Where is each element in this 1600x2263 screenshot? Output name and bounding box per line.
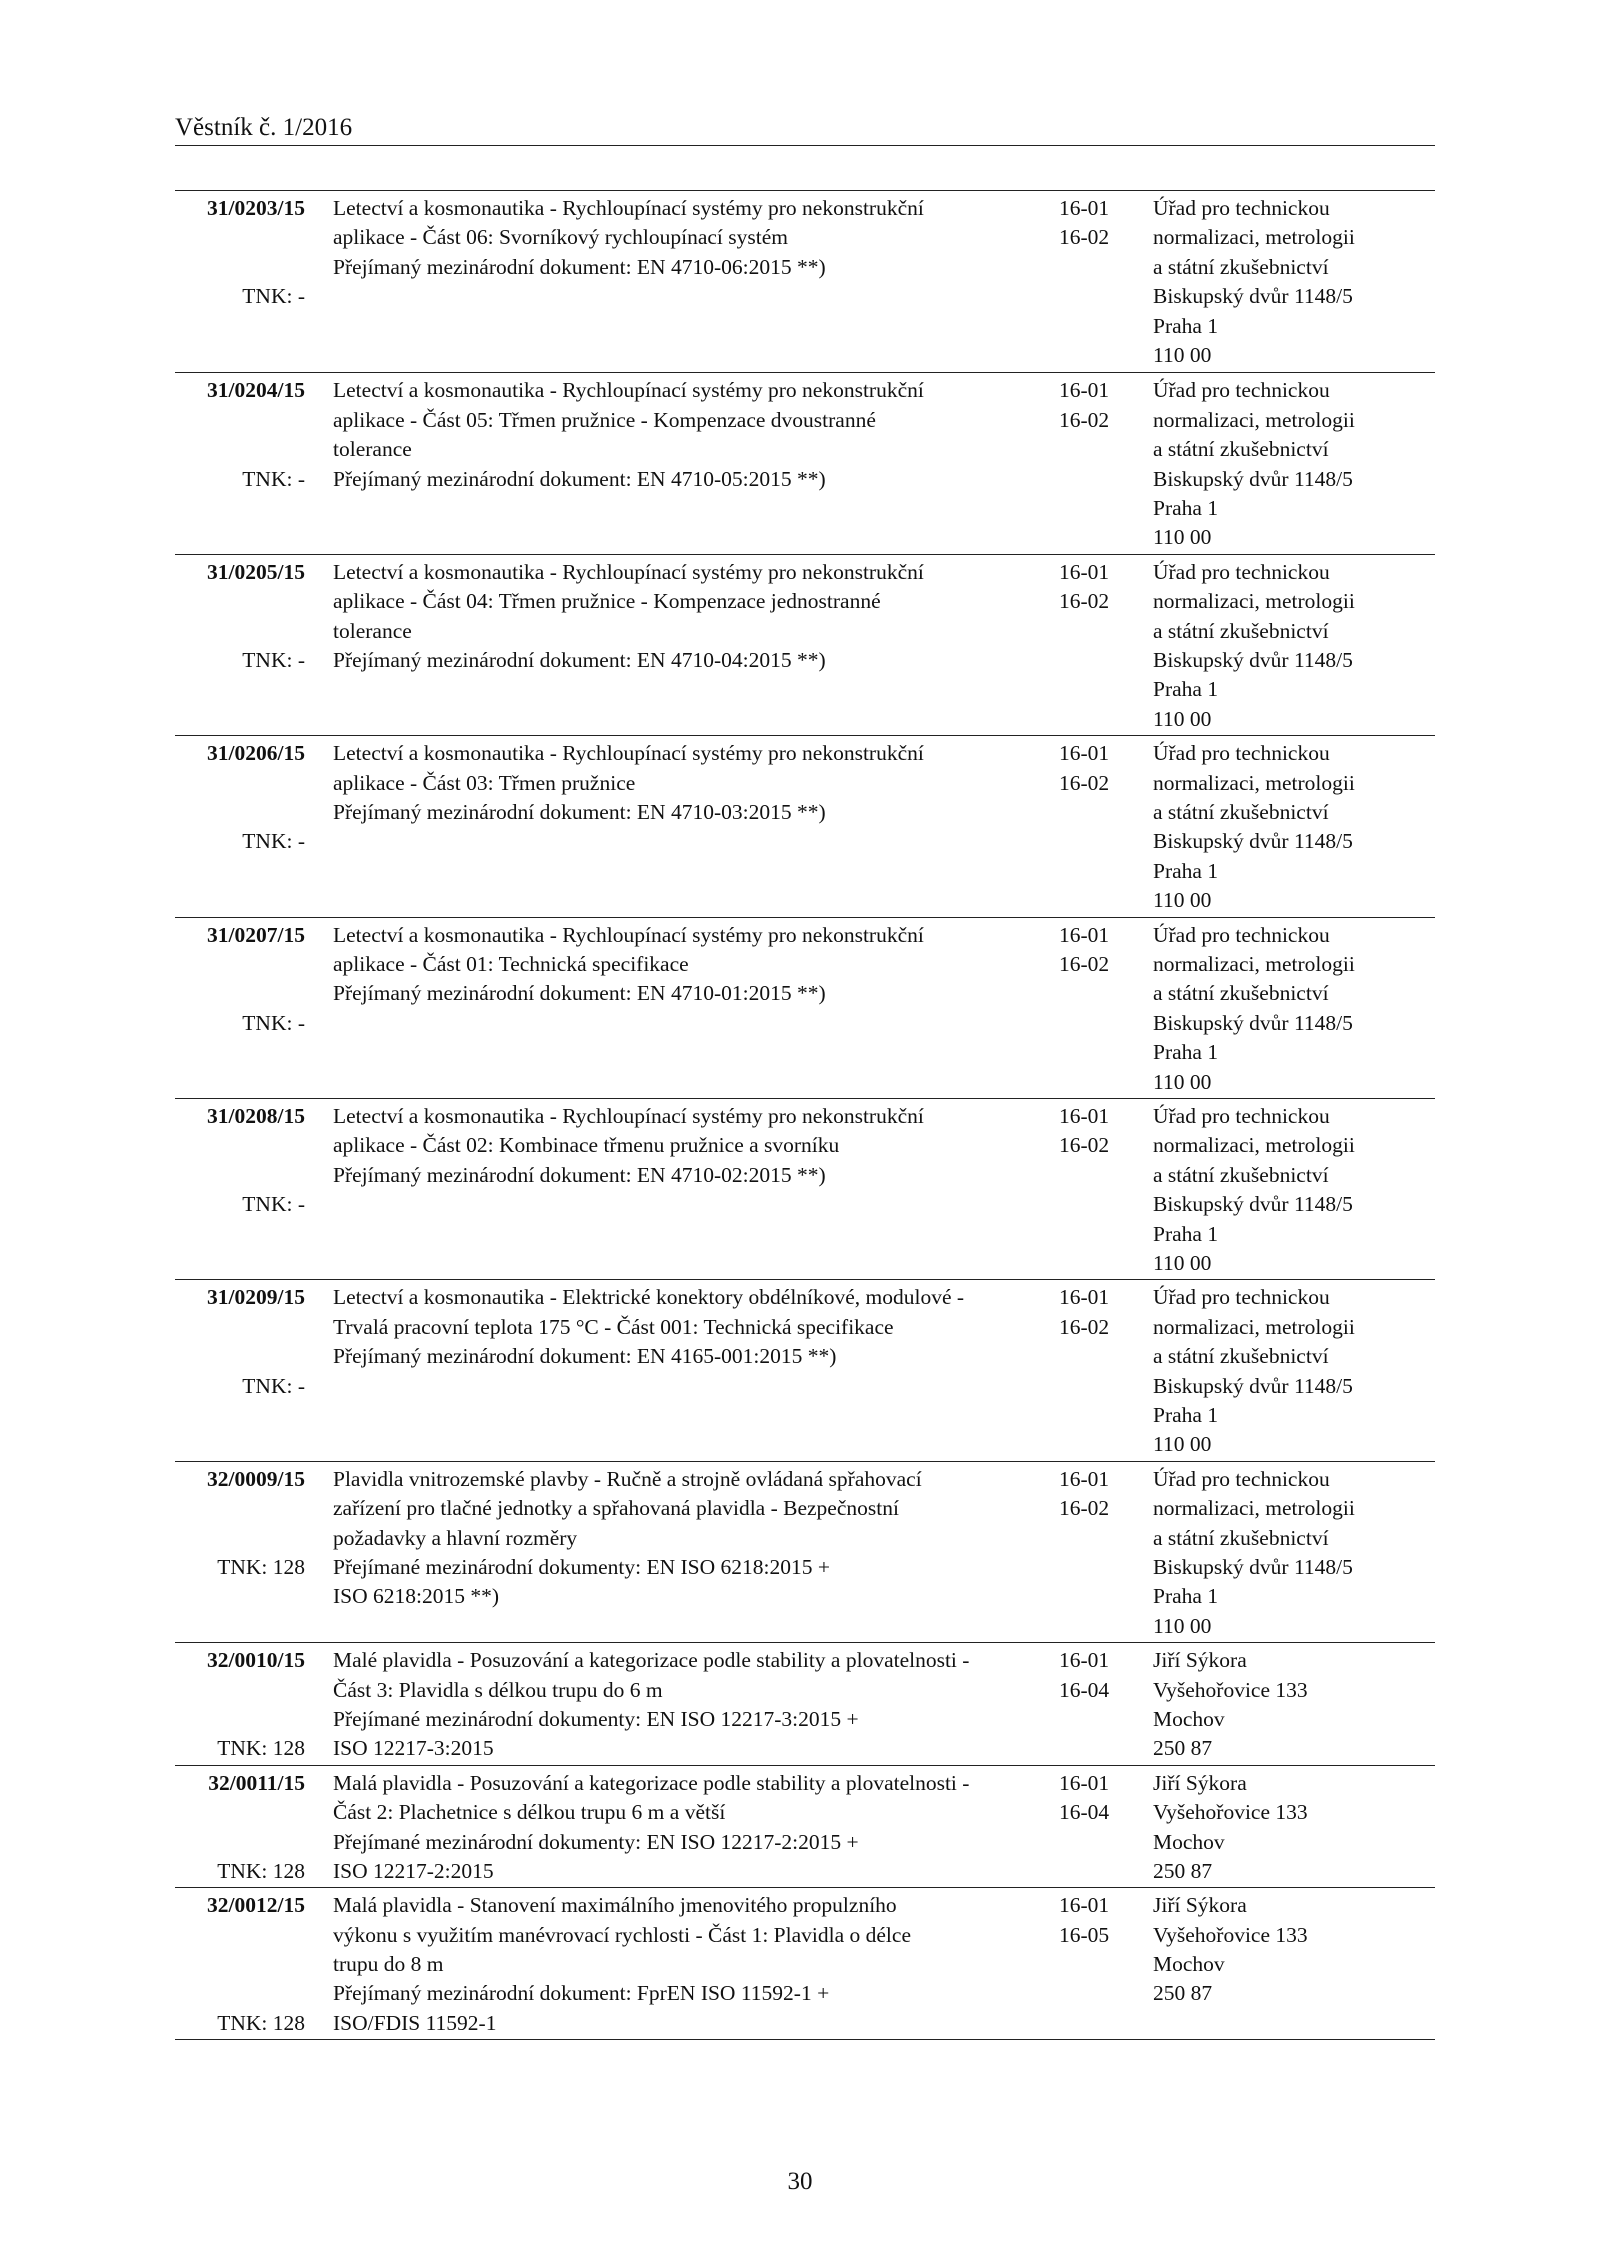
- entry-description: [333, 1102, 1033, 1190]
- description-line: aplikace - Část 01: Technická specifikace: [333, 951, 689, 976]
- description-line: Přejímaný mezinárodní dokument: EN 4710-04:2015 **): [333, 647, 826, 672]
- table-row: [175, 917, 1435, 1098]
- address-line: Mochov: [1153, 1952, 1225, 1977]
- description-line: Část 3: Plavidla s délkou trupu do 6 m: [333, 1677, 663, 1702]
- tnk-label: TNK: -: [242, 1192, 305, 1217]
- address-line: a státní zkušebnictví: [1153, 981, 1329, 1006]
- address-line: normalizaci, metrologii: [1153, 1496, 1355, 1521]
- address-line: 110 00: [1153, 1613, 1212, 1638]
- description-line: Přejímané mezinárodní dokumenty: EN ISO 12217-3:2015 +: [333, 1706, 859, 1731]
- description-line: Přejímaný mezinárodní dokument: FprEN ISO 11592-1 +: [333, 1981, 830, 2006]
- entry-description: [333, 558, 1033, 676]
- description-line: Letectví a kosmonautika - Rychloupínací systémy pro nekonstrukční: [333, 741, 924, 766]
- address-line: Mochov: [1153, 1706, 1225, 1731]
- description-line: Letectví a kosmonautika - Rychloupínací systémy pro nekonstrukční: [333, 196, 924, 220]
- code-value: 16-02: [1059, 589, 1110, 614]
- address-line: Praha 1: [1153, 1040, 1219, 1065]
- page-number: 30: [787, 2168, 813, 2195]
- description-line: Přejímaný mezinárodní dokument: EN 4710-05:2015 **): [333, 466, 826, 491]
- description-line: Malá plavidla - Stanovení maximálního jmenovitého propulzního: [333, 1893, 897, 1918]
- table-row: [175, 1642, 1435, 1765]
- description-line: aplikace - Část 02: Kombinace třmenu pružnice a svorníku: [333, 1133, 840, 1158]
- code-value: 16-02: [1059, 225, 1110, 250]
- address-line: Praha 1: [1153, 677, 1219, 702]
- description-line: ISO 12217-2:2015: [333, 1858, 494, 1883]
- table-row: [175, 1098, 1435, 1279]
- table-row: [175, 1887, 1435, 2039]
- entry-codes: [1059, 376, 1149, 435]
- entry-address: [1153, 1102, 1433, 1278]
- entry-codes: [1059, 1102, 1149, 1161]
- address-line: 110 00: [1153, 525, 1212, 550]
- entry-description: [333, 1769, 1033, 1887]
- address-line: Úřad pro technickou: [1153, 196, 1330, 220]
- description-line: tolerance: [333, 437, 412, 462]
- address-line: Praha 1: [1153, 313, 1219, 338]
- entry-address: [1153, 558, 1433, 734]
- address-line: Vyšehořovice 133: [1153, 1800, 1308, 1825]
- entry-number: 31/0205/15: [207, 559, 305, 584]
- entry-number: 31/0204/15: [207, 378, 305, 403]
- entry-codes: [1059, 1646, 1149, 1705]
- tnk-label: TNK: -: [242, 647, 305, 672]
- entry-number: 32/0009/15: [207, 1466, 305, 1491]
- address-line: Úřad pro technickou: [1153, 922, 1330, 947]
- entry-description: [333, 1283, 1033, 1371]
- description-line: Přejímané mezinárodní dokumenty: EN ISO 6218:2015 +: [333, 1554, 830, 1579]
- tnk-label: TNK: 128: [217, 1554, 305, 1579]
- address-line: Praha 1: [1153, 495, 1219, 520]
- entry-codes: [1059, 921, 1149, 980]
- table-row: [175, 735, 1435, 916]
- description-line: Plavidla vnitrozemské plavby - Ručně a strojně ovládaná spřahovací: [333, 1466, 922, 1491]
- tnk-label: TNK: -: [242, 466, 305, 491]
- address-line: normalizaci, metrologii: [1153, 1133, 1355, 1158]
- address-line: normalizaci, metrologii: [1153, 951, 1355, 976]
- code-value: 16-02: [1059, 770, 1110, 795]
- table-row: [175, 1765, 1435, 1888]
- description-line: požadavky a hlavní rozměry: [333, 1525, 578, 1550]
- entry-address: [1153, 1283, 1433, 1459]
- entry-number: 31/0206/15: [207, 741, 305, 766]
- code-value: 16-01: [1059, 1285, 1110, 1310]
- address-line: 110 00: [1153, 1069, 1212, 1094]
- address-line: a státní zkušebnictví: [1153, 799, 1329, 824]
- code-value: 16-04: [1059, 1677, 1110, 1702]
- table-row: [175, 554, 1435, 735]
- address-line: Úřad pro technickou: [1153, 741, 1330, 766]
- address-line: Biskupský dvůr 1148/5: [1153, 466, 1353, 491]
- address-line: Úřad pro technickou: [1153, 1466, 1330, 1491]
- entry-description: [333, 1465, 1033, 1612]
- description-line: Letectví a kosmonautika - Rychloupínací systémy pro nekonstrukční: [333, 378, 924, 403]
- code-value: 16-02: [1059, 1314, 1110, 1339]
- entry-description: [333, 1891, 1033, 2038]
- address-line: Úřad pro technickou: [1153, 559, 1330, 584]
- entry-number: 31/0207/15: [207, 922, 305, 947]
- tnk-label: TNK: -: [242, 1010, 305, 1035]
- code-value: 16-02: [1059, 951, 1110, 976]
- description-line: ISO 6218:2015 **): [333, 1584, 500, 1609]
- code-value: 16-04: [1059, 1800, 1110, 1825]
- code-value: 16-01: [1059, 196, 1110, 220]
- address-line: Biskupský dvůr 1148/5: [1153, 829, 1353, 854]
- address-line: Biskupský dvůr 1148/5: [1153, 1192, 1353, 1217]
- table-row: [175, 1461, 1435, 1642]
- entry-description: [333, 376, 1033, 494]
- address-line: a státní zkušebnictví: [1153, 618, 1329, 643]
- code-value: 16-01: [1059, 1103, 1110, 1128]
- table-row: [175, 1279, 1435, 1460]
- entry-description: [333, 194, 1033, 282]
- address-line: 110 00: [1153, 888, 1212, 913]
- code-value: 16-01: [1059, 1893, 1110, 1918]
- code-value: 16-05: [1059, 1922, 1110, 1947]
- description-line: Přejímaný mezinárodní dokument: EN 4710-03:2015 **): [333, 799, 826, 824]
- address-line: 250 87: [1153, 1981, 1213, 2006]
- description-line: Přejímané mezinárodní dokumenty: EN ISO 12217-2:2015 +: [333, 1829, 859, 1854]
- code-value: 16-01: [1059, 1648, 1110, 1673]
- entry-codes: [1059, 558, 1149, 617]
- entry-description: [333, 739, 1033, 827]
- description-line: tolerance: [333, 618, 412, 643]
- tnk-label: TNK: -: [242, 284, 305, 309]
- address-line: a státní zkušebnictví: [1153, 437, 1329, 462]
- code-value: 16-02: [1059, 407, 1110, 432]
- description-line: Letectví a kosmonautika - Elektrické konektory obdélníkové, modulové -: [333, 1285, 965, 1310]
- description-line: Přejímaný mezinárodní dokument: EN 4710-01:2015 **): [333, 981, 826, 1006]
- entry-description: [333, 921, 1033, 1009]
- address-line: a státní zkušebnictví: [1153, 254, 1329, 279]
- code-value: 16-01: [1059, 1770, 1110, 1795]
- page-header: [175, 108, 1435, 146]
- entry-number: 31/0203/15: [207, 196, 305, 220]
- address-line: normalizaci, metrologii: [1153, 407, 1355, 432]
- entry-description: [333, 1646, 1033, 1764]
- table-row: [175, 372, 1435, 553]
- entry-address: [1153, 1646, 1433, 1764]
- entry-codes: [1059, 1891, 1149, 1950]
- description-line: Letectví a kosmonautika - Rychloupínací systémy pro nekonstrukční: [333, 559, 924, 584]
- entry-number: 32/0012/15: [207, 1893, 305, 1918]
- address-line: Vyšehořovice 133: [1153, 1677, 1308, 1702]
- code-value: 16-01: [1059, 741, 1110, 766]
- address-line: Praha 1: [1153, 858, 1219, 883]
- address-line: 110 00: [1153, 342, 1212, 367]
- description-line: Malá plavidla - Posuzování a kategorizace podle stability a plovatelnosti -: [333, 1770, 970, 1795]
- code-value: 16-01: [1059, 559, 1110, 584]
- description-line: Přejímaný mezinárodní dokument: EN 4710-02:2015 **): [333, 1162, 826, 1187]
- description-line: Přejímaný mezinárodní dokument: EN 4165-001:2015 **): [333, 1344, 837, 1369]
- code-value: 16-01: [1059, 1466, 1110, 1491]
- entry-address: [1153, 376, 1433, 552]
- code-value: 16-02: [1059, 1133, 1110, 1158]
- entry-address: [1153, 1769, 1433, 1887]
- entries-table: [175, 190, 1435, 2040]
- address-line: Jiří Sýkora: [1153, 1893, 1247, 1918]
- description-line: aplikace - Část 04: Třmen pružnice - Kompenzace jednostranné: [333, 589, 881, 614]
- address-line: Praha 1: [1153, 1584, 1219, 1609]
- address-line: normalizaci, metrologii: [1153, 589, 1355, 614]
- entry-codes: [1059, 1769, 1149, 1828]
- entry-codes: [1059, 739, 1149, 798]
- address-line: Biskupský dvůr 1148/5: [1153, 1010, 1353, 1035]
- address-line: Biskupský dvůr 1148/5: [1153, 284, 1353, 309]
- address-line: a státní zkušebnictví: [1153, 1162, 1329, 1187]
- description-line: trupu do 8 m: [333, 1952, 444, 1977]
- address-line: Úřad pro technickou: [1153, 1285, 1330, 1310]
- table-row: [175, 191, 1435, 372]
- description-line: Trvalá pracovní teplota 175 °C - Část 001: Technická specifikace: [333, 1314, 894, 1339]
- tnk-label: TNK: 128: [217, 2010, 305, 2035]
- description-line: aplikace - Část 05: Třmen pružnice - Kompenzace dvoustranné: [333, 407, 876, 432]
- entry-number: 32/0010/15: [207, 1648, 305, 1673]
- entry-address: [1153, 921, 1433, 1097]
- address-line: Praha 1: [1153, 1402, 1219, 1427]
- address-line: 250 87: [1153, 1736, 1213, 1761]
- entry-address: [1153, 1465, 1433, 1641]
- address-line: 110 00: [1153, 706, 1212, 731]
- address-line: Jiří Sýkora: [1153, 1648, 1247, 1673]
- address-line: 110 00: [1153, 1432, 1212, 1457]
- address-line: Mochov: [1153, 1829, 1225, 1854]
- address-line: Úřad pro technickou: [1153, 378, 1330, 403]
- entry-codes: [1059, 1283, 1149, 1342]
- address-line: 250 87: [1153, 1858, 1213, 1883]
- description-line: ISO/FDIS 11592-1: [333, 2010, 497, 2035]
- description-line: Letectví a kosmonautika - Rychloupínací systémy pro nekonstrukční: [333, 922, 924, 947]
- description-line: zařízení pro tlačné jednotky a spřahovaná plavidla - Bezpečnostní: [333, 1496, 899, 1521]
- description-line: ISO 12217-3:2015: [333, 1736, 494, 1761]
- address-line: Biskupský dvůr 1148/5: [1153, 1554, 1353, 1579]
- description-line: Malé plavidla - Posuzování a kategorizace podle stability a plovatelnosti -: [333, 1648, 970, 1673]
- description-line: Letectví a kosmonautika - Rychloupínací systémy pro nekonstrukční: [333, 1103, 924, 1128]
- entry-address: [1153, 1891, 1433, 2009]
- address-line: 110 00: [1153, 1250, 1212, 1275]
- address-line: Úřad pro technickou: [1153, 1103, 1330, 1128]
- description-line: aplikace - Část 03: Třmen pružnice: [333, 770, 636, 795]
- tnk-label: TNK: 128: [217, 1736, 305, 1761]
- code-value: 16-01: [1059, 922, 1110, 947]
- description-line: aplikace - Část 06: Svorníkový rychloupínací systém: [333, 225, 788, 250]
- address-line: normalizaci, metrologii: [1153, 1314, 1355, 1339]
- entry-codes: [1059, 194, 1149, 253]
- address-line: a státní zkušebnictví: [1153, 1344, 1329, 1369]
- tnk-label: TNK: -: [242, 829, 305, 854]
- address-line: normalizaci, metrologii: [1153, 770, 1355, 795]
- address-line: Biskupský dvůr 1148/5: [1153, 1373, 1353, 1398]
- code-value: 16-02: [1059, 1496, 1110, 1521]
- entry-number: 31/0208/15: [207, 1103, 305, 1128]
- description-line: Přejímaný mezinárodní dokument: EN 4710-06:2015 **): [333, 254, 826, 279]
- entry-number: 31/0209/15: [207, 1285, 305, 1310]
- entry-number: 32/0011/15: [208, 1770, 305, 1795]
- address-line: Praha 1: [1153, 1221, 1219, 1246]
- entry-codes: [1059, 1465, 1149, 1524]
- description-line: výkonu s využitím manévrovací rychlosti - Část 1: Plavidla o délce: [333, 1922, 911, 1947]
- address-line: Biskupský dvůr 1148/5: [1153, 647, 1353, 672]
- entry-address: [1153, 194, 1433, 370]
- address-line: Jiří Sýkora: [1153, 1770, 1247, 1795]
- tnk-label: TNK: 128: [217, 1858, 305, 1883]
- journal-title: Věstník č. 1/2016: [175, 114, 353, 141]
- entry-address: [1153, 739, 1433, 915]
- code-value: 16-01: [1059, 378, 1110, 403]
- address-line: normalizaci, metrologii: [1153, 225, 1355, 250]
- tnk-label: TNK: -: [242, 1373, 305, 1398]
- address-line: a státní zkušebnictví: [1153, 1525, 1329, 1550]
- description-line: Část 2: Plachetnice s délkou trupu 6 m a větší: [333, 1800, 726, 1825]
- address-line: Vyšehořovice 133: [1153, 1922, 1308, 1947]
